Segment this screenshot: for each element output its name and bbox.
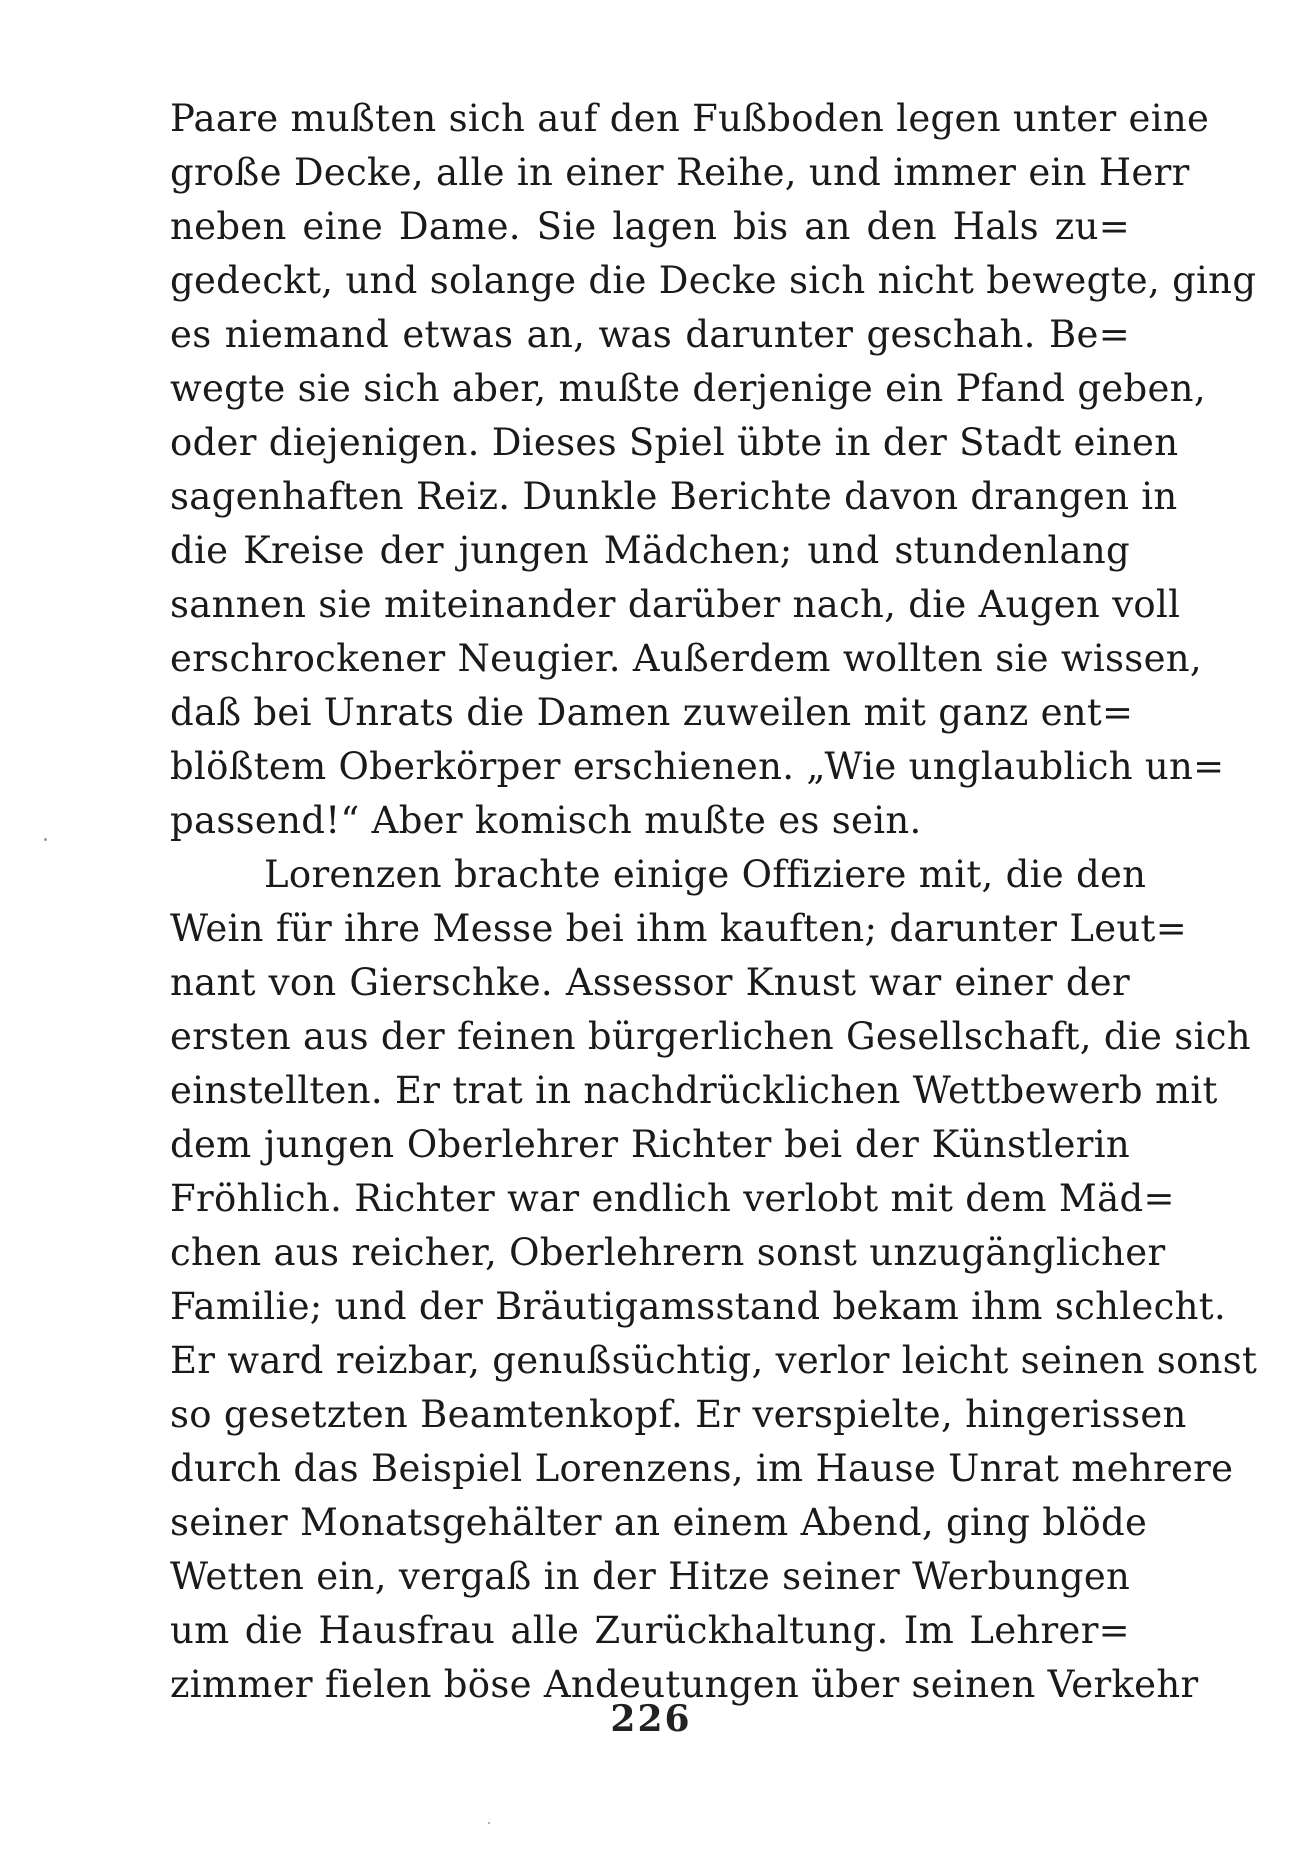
text-line: Wein für ihre Messe bei ihm kauften; darunter Leut= (170, 907, 1188, 950)
text-line: dem jungen Oberlehrer Richter bei der Künstlerin (170, 1123, 1130, 1166)
text-line: Wetten ein, vergaß in der Hitze seiner Werbungen (170, 1555, 1131, 1598)
text-line: neben eine Dame. Sie lagen bis an den Hals zu= (170, 205, 1130, 248)
text-line: Fröhlich. Richter war endlich verlobt mit dem Mäd= (170, 1177, 1175, 1220)
text-line: sannen sie miteinander darüber nach, die Augen voll (170, 583, 1181, 626)
body-text (170, 92, 1258, 1712)
text-line-paragraph-end: passend!“ Aber komisch mußte es sein. (170, 799, 922, 842)
text-line: Paare mußten sich auf den Fußboden legen unter eine (170, 97, 1210, 140)
text-line: oder diejenigen. Dieses Spiel übte in der Stadt einen (170, 421, 1179, 464)
text-line: seiner Monatsgehälter an einem Abend, ging blöde (170, 1501, 1148, 1544)
text-line: wegte sie sich aber, mußte derjenige ein Pfand geben, (170, 367, 1206, 410)
text-line: nant von Gierschke. Assessor Knust war einer der (170, 961, 1130, 1004)
text-line: sagenhaften Reiz. Dunkle Berichte davon drangen in (170, 475, 1178, 518)
text-line: erschrockener Neugier. Außerdem wollten sie wissen, (170, 637, 1202, 680)
page-number: 226 (610, 1698, 692, 1740)
text-line: ersten aus der feinen bürgerlichen Gesellschaft, die sich (170, 1015, 1251, 1058)
text-line: Familie; und der Bräutigamsstand bekam ihm schlecht. (170, 1285, 1227, 1328)
text-line: durch das Beispiel Lorenzens, im Hause Unrat mehrere (170, 1447, 1234, 1490)
text-line: die Kreise der jungen Mädchen; und stundenlang (170, 529, 1130, 572)
text-line: Er ward reizbar, genußsüchtig, verlor leicht seinen sonst (170, 1339, 1258, 1382)
text-line: so gesetzten Beamtenkopf. Er verspielte, hingerissen (170, 1393, 1187, 1436)
text-line: chen aus reicher, Oberlehrern sonst unzugänglicher (170, 1231, 1166, 1274)
text-line: es niemand etwas an, was darunter geschah. Be= (170, 313, 1130, 356)
text-line: blößtem Oberkörper erschienen. „Wie unglaublich un= (170, 745, 1225, 788)
text-line: gedeckt, und solange die Decke sich nicht bewegte, ging (170, 259, 1257, 302)
scan-speck (44, 838, 47, 841)
text-line: einstellten. Er trat in nachdrücklichen Wettbewerb mit (170, 1069, 1218, 1112)
scan-speck (488, 1822, 490, 1824)
text-line: zimmer fielen böse Andeutungen über seinen Verkehr (170, 1663, 1199, 1706)
text-line: um die Hausfrau alle Zurückhaltung. Im Lehrer= (170, 1609, 1130, 1652)
text-line-paragraph-start: Lorenzen brachte einige Offiziere mit, die den (264, 853, 1147, 896)
text-line: große Decke, alle in einer Reihe, und immer ein Herr (170, 151, 1190, 194)
text-line: daß bei Unrats die Damen zuweilen mit ganz ent= (170, 691, 1134, 734)
